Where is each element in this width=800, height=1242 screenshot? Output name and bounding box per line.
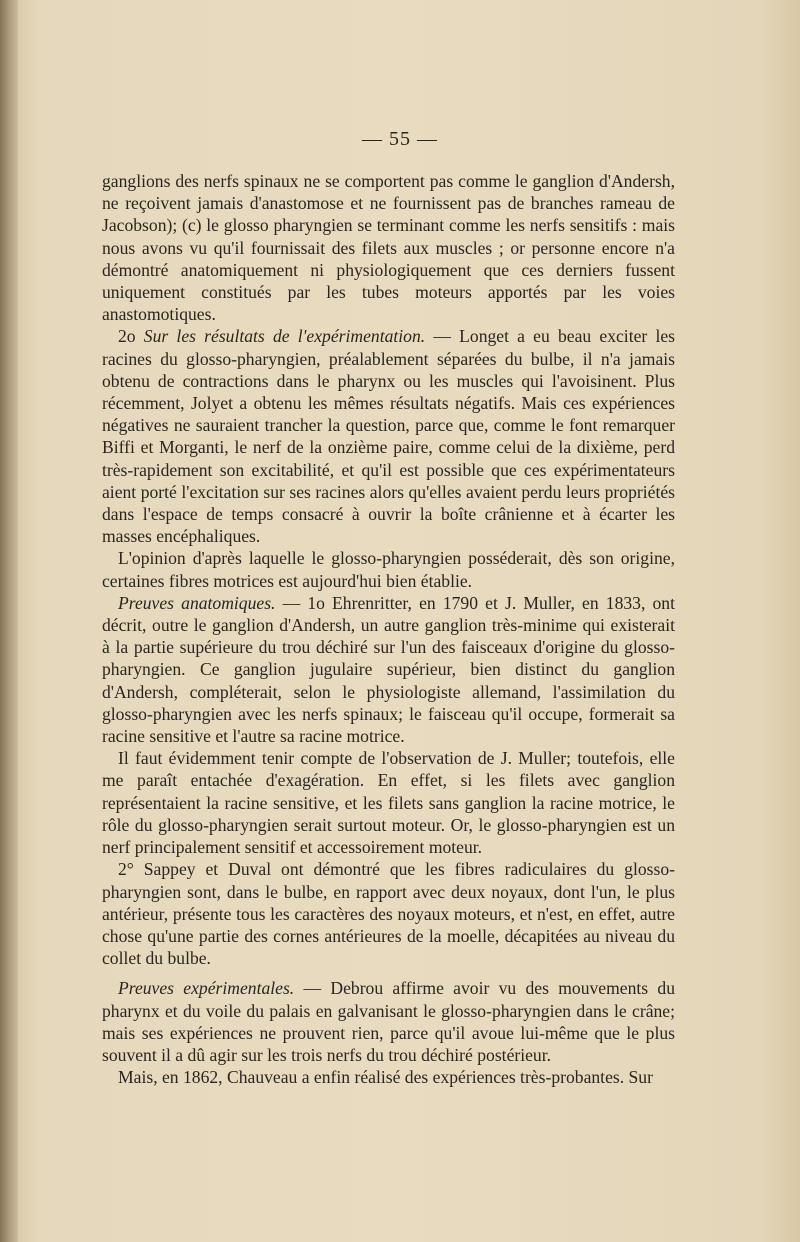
paragraph-text: ganglions des nerfs spinaux ne se comportent pas comme le ganglion d'Andersh, ne reçoivent jamais d'anastomose et ne fournissent pas de branches rameau de Jacobson); (c) le glosso pharyngien se terminant comme les nerfs sensitifs : mais nous avons vu qu'il fournissait des filets aux muscles ; or personne encore n'a démontré anatomiquement ni physiologiquement que ces derniers fussent uniquement constitués par les tubes moteurs apportés par les voies anastomotiques. [102,171,675,325]
paragraph-lead: 2o [118,326,136,347]
paragraph-text: — Longet a eu beau exciter les racines du glosso-pharyngien, préalablement séparées du bulbe, il n'a jamais obtenu de contractions dans le pharynx ou les muscles qui l'avoisinent. Plus récemment, Jolyet a obtenu les mêmes résultats négatifs. Mais ces expériences négatives ne sauraient trancher la question, parce que, comme le font remarquer Biffi et Morganti, le nerf de la onzième paire, comme celui de la dixième, perd très-rapidement son excitabilité, et qu'il est possible que ces expérimentateurs aient porté l'excitation sur ses racines alors qu'elles avaient perdu leurs propriétés dans l'espace de temps consacré à ouvrir la boîte crânienne et à écarter les masses encéphaliques. [102,326,675,547]
paragraph [102,858,675,969]
paragraph [102,1066,675,1088]
paragraph-text: Il faut évidemment tenir compte de l'observation de J. Muller; toutefois, elle me paraît entachée d'exagération. En effet, si les filets avec ganglion représentaient la racine sensitive, et les filets sans ganglion la racine motrice, le rôle du glosso-pharyngien serait surtout moteur. Or, le glosso-pharyngien est un nerf principalement sensitif et accessoirement moteur. [102,748,675,858]
paragraph [102,592,675,747]
book-spine-shadow [0,0,18,1242]
paragraph [102,747,675,858]
section-heading: Preuves anatomiques. [118,592,276,613]
paragraph [102,170,675,325]
paragraph-text: — Debrou affirme avoir vu des mouvements du pharynx et du voile du palais en galvanisant le glosso-pharyngien dans le crâne; mais ses expériences ne prouvent rien, parce qu'il avoue lui-même que le plus souvent il a dû agir sur les trois nerfs du trou déchiré postérieur. [102,978,676,1065]
paragraph-text: Mais, en 1862, Chauveau a enfin réalisé des expériences très-probantes. Sur [118,1067,653,1088]
paragraph-text: — 1o Ehrenritter, en 1790 et J. Muller, en 1833, ont décrit, outre le ganglion d'Andersh, un autre ganglion très-minime qui existerait à la partie supérieure du trou déchiré sur l'un des faisceaux d'origine du glosso-pharyngien. Ce ganglion jugulaire supérieur, bien distinct du ganglion d'Andersh, compléterait, selon le physiologiste allemand, l'assimilation du glosso-pharyngien avec les nerfs spinaux; le faisceau qu'il occupe, formerait sa racine sensitive et l'autre sa racine motrice. [102,592,675,747]
paragraph [102,547,675,591]
paragraph-text: L'opinion d'après laquelle le glosso-pharyngien posséderait, dès son origine, certaines fibres motrices est aujourd'hui bien établie. [102,548,675,591]
body-text [102,170,675,1088]
section-heading: Sur les résultats de l'expérimentation. [143,326,426,347]
page-number: — 55 — [362,128,438,150]
section-heading: Preuves expérimentales. [118,978,295,999]
paragraph [102,325,675,547]
paragraph [102,977,675,1066]
paragraph-text: 2° Sappey et Duval ont démontré que les fibres radiculaires du glosso-pharyngien sont, dans le bulbe, en rapport avec deux noyaux, dont l'un, le plus antérieur, présente tous les caractères des noyaux moteurs, et n'est, en effet, autre chose qu'une partie des cornes antérieures de la moelle, décapitées au niveau du collet du bulbe. [102,859,675,969]
